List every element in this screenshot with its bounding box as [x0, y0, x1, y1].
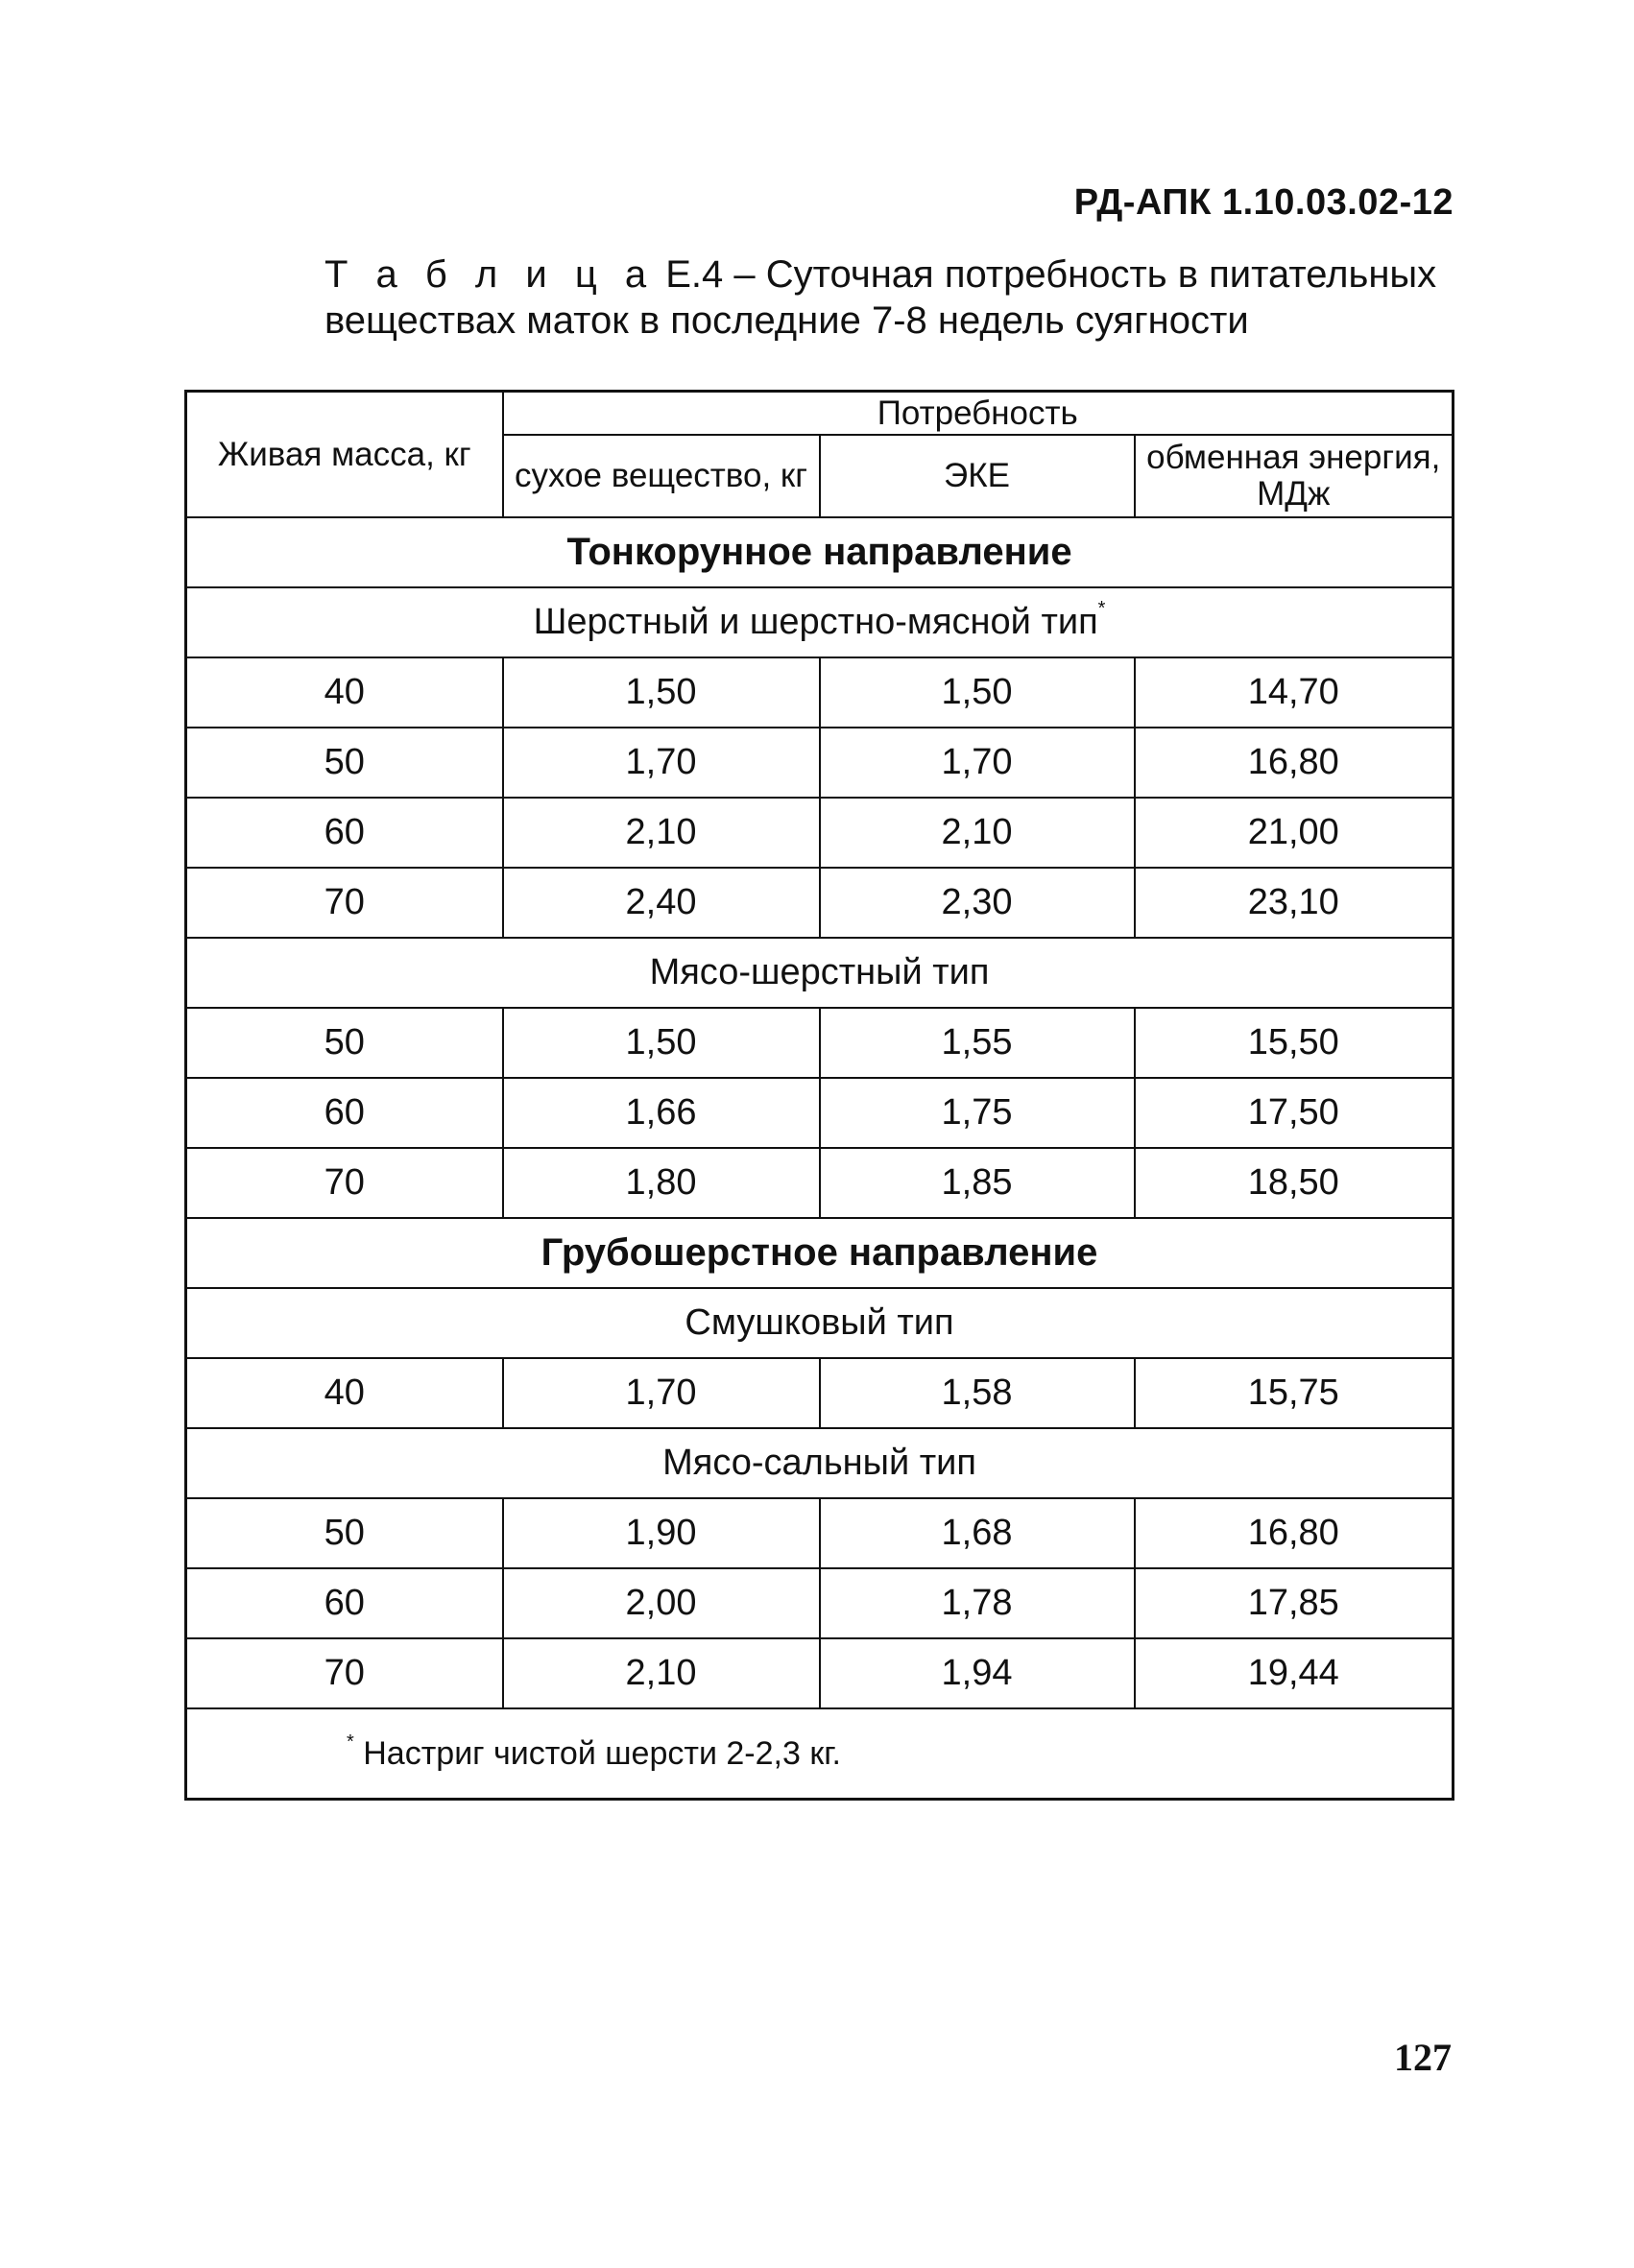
group-row: [186, 938, 1454, 1008]
group-cell: [186, 938, 1454, 1008]
table-row: [186, 1638, 1454, 1708]
header-live-mass: Живая масса, кг: [186, 392, 503, 518]
group-title: Шерстный и шерстно-мясной тип: [533, 602, 1098, 642]
section-title: Тонкорунное направление: [186, 517, 1454, 587]
cell-energy: 15,75: [1135, 1358, 1454, 1428]
header-energy: обменная энергия, МДж: [1135, 435, 1454, 517]
cell-live-mass: 70: [186, 1638, 503, 1708]
cell-energy: 17,85: [1135, 1568, 1454, 1638]
cell-energy: 16,80: [1135, 1498, 1454, 1568]
cell-energy: 14,70: [1135, 657, 1454, 728]
cell-eke: 1,78: [820, 1568, 1135, 1638]
group-title: Мясо-шерстный тип: [649, 952, 990, 992]
cell-eke: 1,94: [820, 1638, 1135, 1708]
cell-live-mass: 50: [186, 1498, 503, 1568]
cell-dry-matter: 1,70: [503, 728, 820, 798]
group-cell: [186, 1428, 1454, 1498]
cell-eke: 1,70: [820, 728, 1135, 798]
footnote-marker: *: [347, 1731, 354, 1753]
cell-eke: 1,85: [820, 1148, 1135, 1218]
section-row: [186, 1218, 1454, 1288]
cell-eke: 1,50: [820, 657, 1135, 728]
page-number: 127: [1394, 2036, 1452, 2079]
cell-live-mass: 60: [186, 1078, 503, 1148]
cell-live-mass: 50: [186, 728, 503, 798]
cell-dry-matter: 1,50: [503, 1008, 820, 1078]
cell-dry-matter: 1,66: [503, 1078, 820, 1148]
cell-live-mass: 60: [186, 798, 503, 868]
footnote-row: [186, 1708, 1454, 1800]
table-row: [186, 1078, 1454, 1148]
cell-energy: 16,80: [1135, 728, 1454, 798]
cell-eke: 2,10: [820, 798, 1135, 868]
table-row: [186, 657, 1454, 728]
section-title: Грубошерстное направление: [186, 1218, 1454, 1288]
group-row: [186, 1288, 1454, 1358]
cell-eke: 1,75: [820, 1078, 1135, 1148]
group-title: Мясо-сальный тип: [662, 1443, 976, 1483]
table-caption: [324, 251, 1477, 344]
header-need: Потребность: [503, 392, 1454, 436]
cell-energy: 18,50: [1135, 1148, 1454, 1218]
caption-label: Т а б л и ц а: [324, 253, 656, 296]
document-code: РД-АПК 1.10.03.02-12: [1073, 182, 1454, 223]
cell-live-mass: 40: [186, 657, 503, 728]
cell-dry-matter: 2,10: [503, 798, 820, 868]
cell-eke: 1,68: [820, 1498, 1135, 1568]
cell-energy: 23,10: [1135, 868, 1454, 938]
table-row: [186, 1568, 1454, 1638]
table-row: [186, 868, 1454, 938]
cell-live-mass: 70: [186, 868, 503, 938]
cell-eke: 1,58: [820, 1358, 1135, 1428]
table-row: [186, 1148, 1454, 1218]
table-row: [186, 798, 1454, 868]
cell-dry-matter: 2,00: [503, 1568, 820, 1638]
group-title: Смушковый тип: [685, 1302, 954, 1343]
cell-live-mass: 50: [186, 1008, 503, 1078]
caption-number: Е.4: [665, 253, 724, 296]
cell-dry-matter: 1,80: [503, 1148, 820, 1218]
header-dry-matter: сухое вещество, кг: [503, 435, 820, 517]
section-row: [186, 517, 1454, 587]
footnote: [186, 1708, 1454, 1800]
footnote-text: Настриг чистой шерсти 2-2,3 кг.: [353, 1734, 841, 1772]
cell-energy: 21,00: [1135, 798, 1454, 868]
table-row: [186, 1358, 1454, 1428]
group-row: [186, 1428, 1454, 1498]
cell-eke: 1,55: [820, 1008, 1135, 1078]
group-cell: [186, 1288, 1454, 1358]
cell-dry-matter: 1,90: [503, 1498, 820, 1568]
footnote-marker: *: [1097, 598, 1106, 619]
cell-energy: 17,50: [1135, 1078, 1454, 1148]
cell-dry-matter: 2,40: [503, 868, 820, 938]
nutrient-requirements-table: [184, 390, 1454, 1801]
cell-energy: 19,44: [1135, 1638, 1454, 1708]
cell-live-mass: 70: [186, 1148, 503, 1218]
group-row: [186, 587, 1454, 657]
cell-live-mass: 60: [186, 1568, 503, 1638]
caption-text: – Суточная потребность в питательных веществах маток в последние 7-8 недель суягности: [324, 253, 1437, 342]
cell-dry-matter: 1,50: [503, 657, 820, 728]
cell-eke: 2,30: [820, 868, 1135, 938]
cell-live-mass: 40: [186, 1358, 503, 1428]
table-row: [186, 1008, 1454, 1078]
cell-dry-matter: 1,70: [503, 1358, 820, 1428]
group-cell: [186, 587, 1454, 657]
table-row: [186, 1498, 1454, 1568]
table-row: [186, 728, 1454, 798]
header-eke: ЭКЕ: [820, 435, 1135, 517]
cell-dry-matter: 2,10: [503, 1638, 820, 1708]
cell-energy: 15,50: [1135, 1008, 1454, 1078]
